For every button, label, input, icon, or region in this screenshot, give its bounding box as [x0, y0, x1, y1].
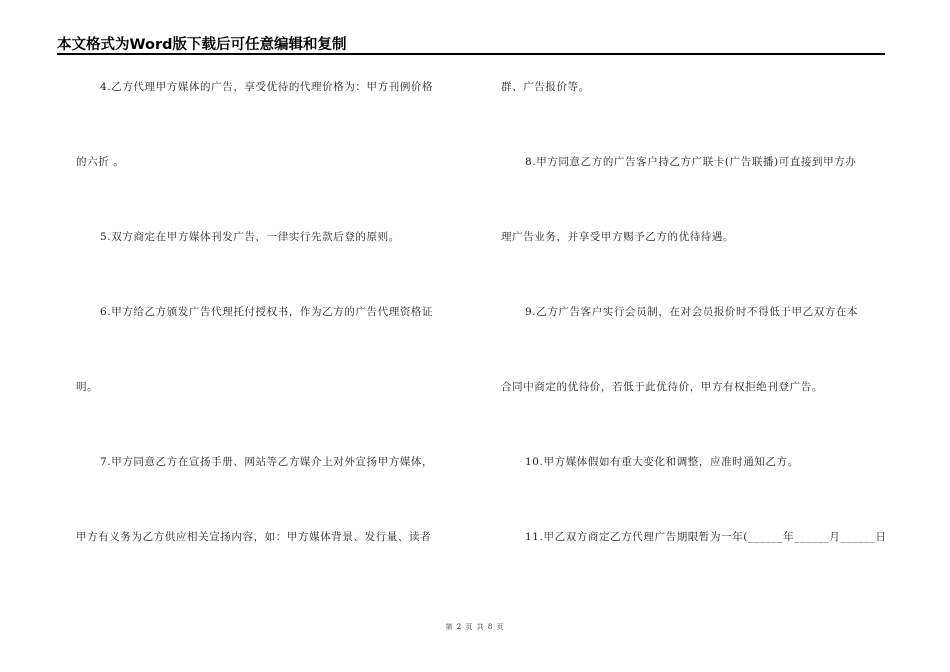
- clause-4-line-2: 的六折 。: [76, 156, 125, 168]
- clause-5: 5.双方商定在甲方媒体刊发广告，一律实行先款后登的原则。: [100, 231, 400, 243]
- clause-9-line-2: 合同中商定的优待价，若低于此优待价，甲方有权拒绝刊登广告。: [501, 381, 823, 393]
- document-header-title: 本文格式为Word版下载后可任意编辑和复制: [57, 37, 347, 53]
- clause-7-line-2: 甲方有义务为乙方供应相关宣扬内容，如：甲方媒体背景、发行量、读者: [76, 531, 432, 543]
- left-column: [76, 0, 466, 672]
- clause-8-line-2: 理广告业务，并享受甲方赐予乙方的优待待遇。: [501, 231, 735, 243]
- clause-9-line-1: 9.乙方广告客户实行会员制，在对会员报价时不得低于甲乙双方在本: [525, 306, 859, 318]
- right-column: [501, 0, 886, 672]
- clause-7-line-1: 7.甲方同意乙方在宣扬手册、网站等乙方媒介上对外宣扬甲方媒体，: [100, 456, 434, 468]
- clause-6-line-2: 明。: [76, 381, 99, 393]
- page-number: 第 2 页 共 8 页: [445, 623, 505, 631]
- clause-7-line-3: 群、广告报价等。: [501, 81, 590, 93]
- clause-11-line-1: 11.甲乙双方商定乙方代理广告期限暂为一年(______年______月______日: [525, 531, 887, 543]
- clause-6-line-1: 6.甲方给乙方颁发广告代理托付授权书，作为乙方的广告代理资格证: [100, 306, 434, 318]
- clause-4-line-1: 4.乙方代理甲方媒体的广告，享受优待的代理价格为：甲方刊例价格: [100, 81, 434, 93]
- clause-8-line-1: 8.甲方同意乙方的广告客户持乙方广联卡(广告联播)可直接到甲方办: [525, 156, 857, 168]
- clause-10: 10.甲方媒体假如有重大变化和调整，应准时通知乙方。: [525, 456, 799, 468]
